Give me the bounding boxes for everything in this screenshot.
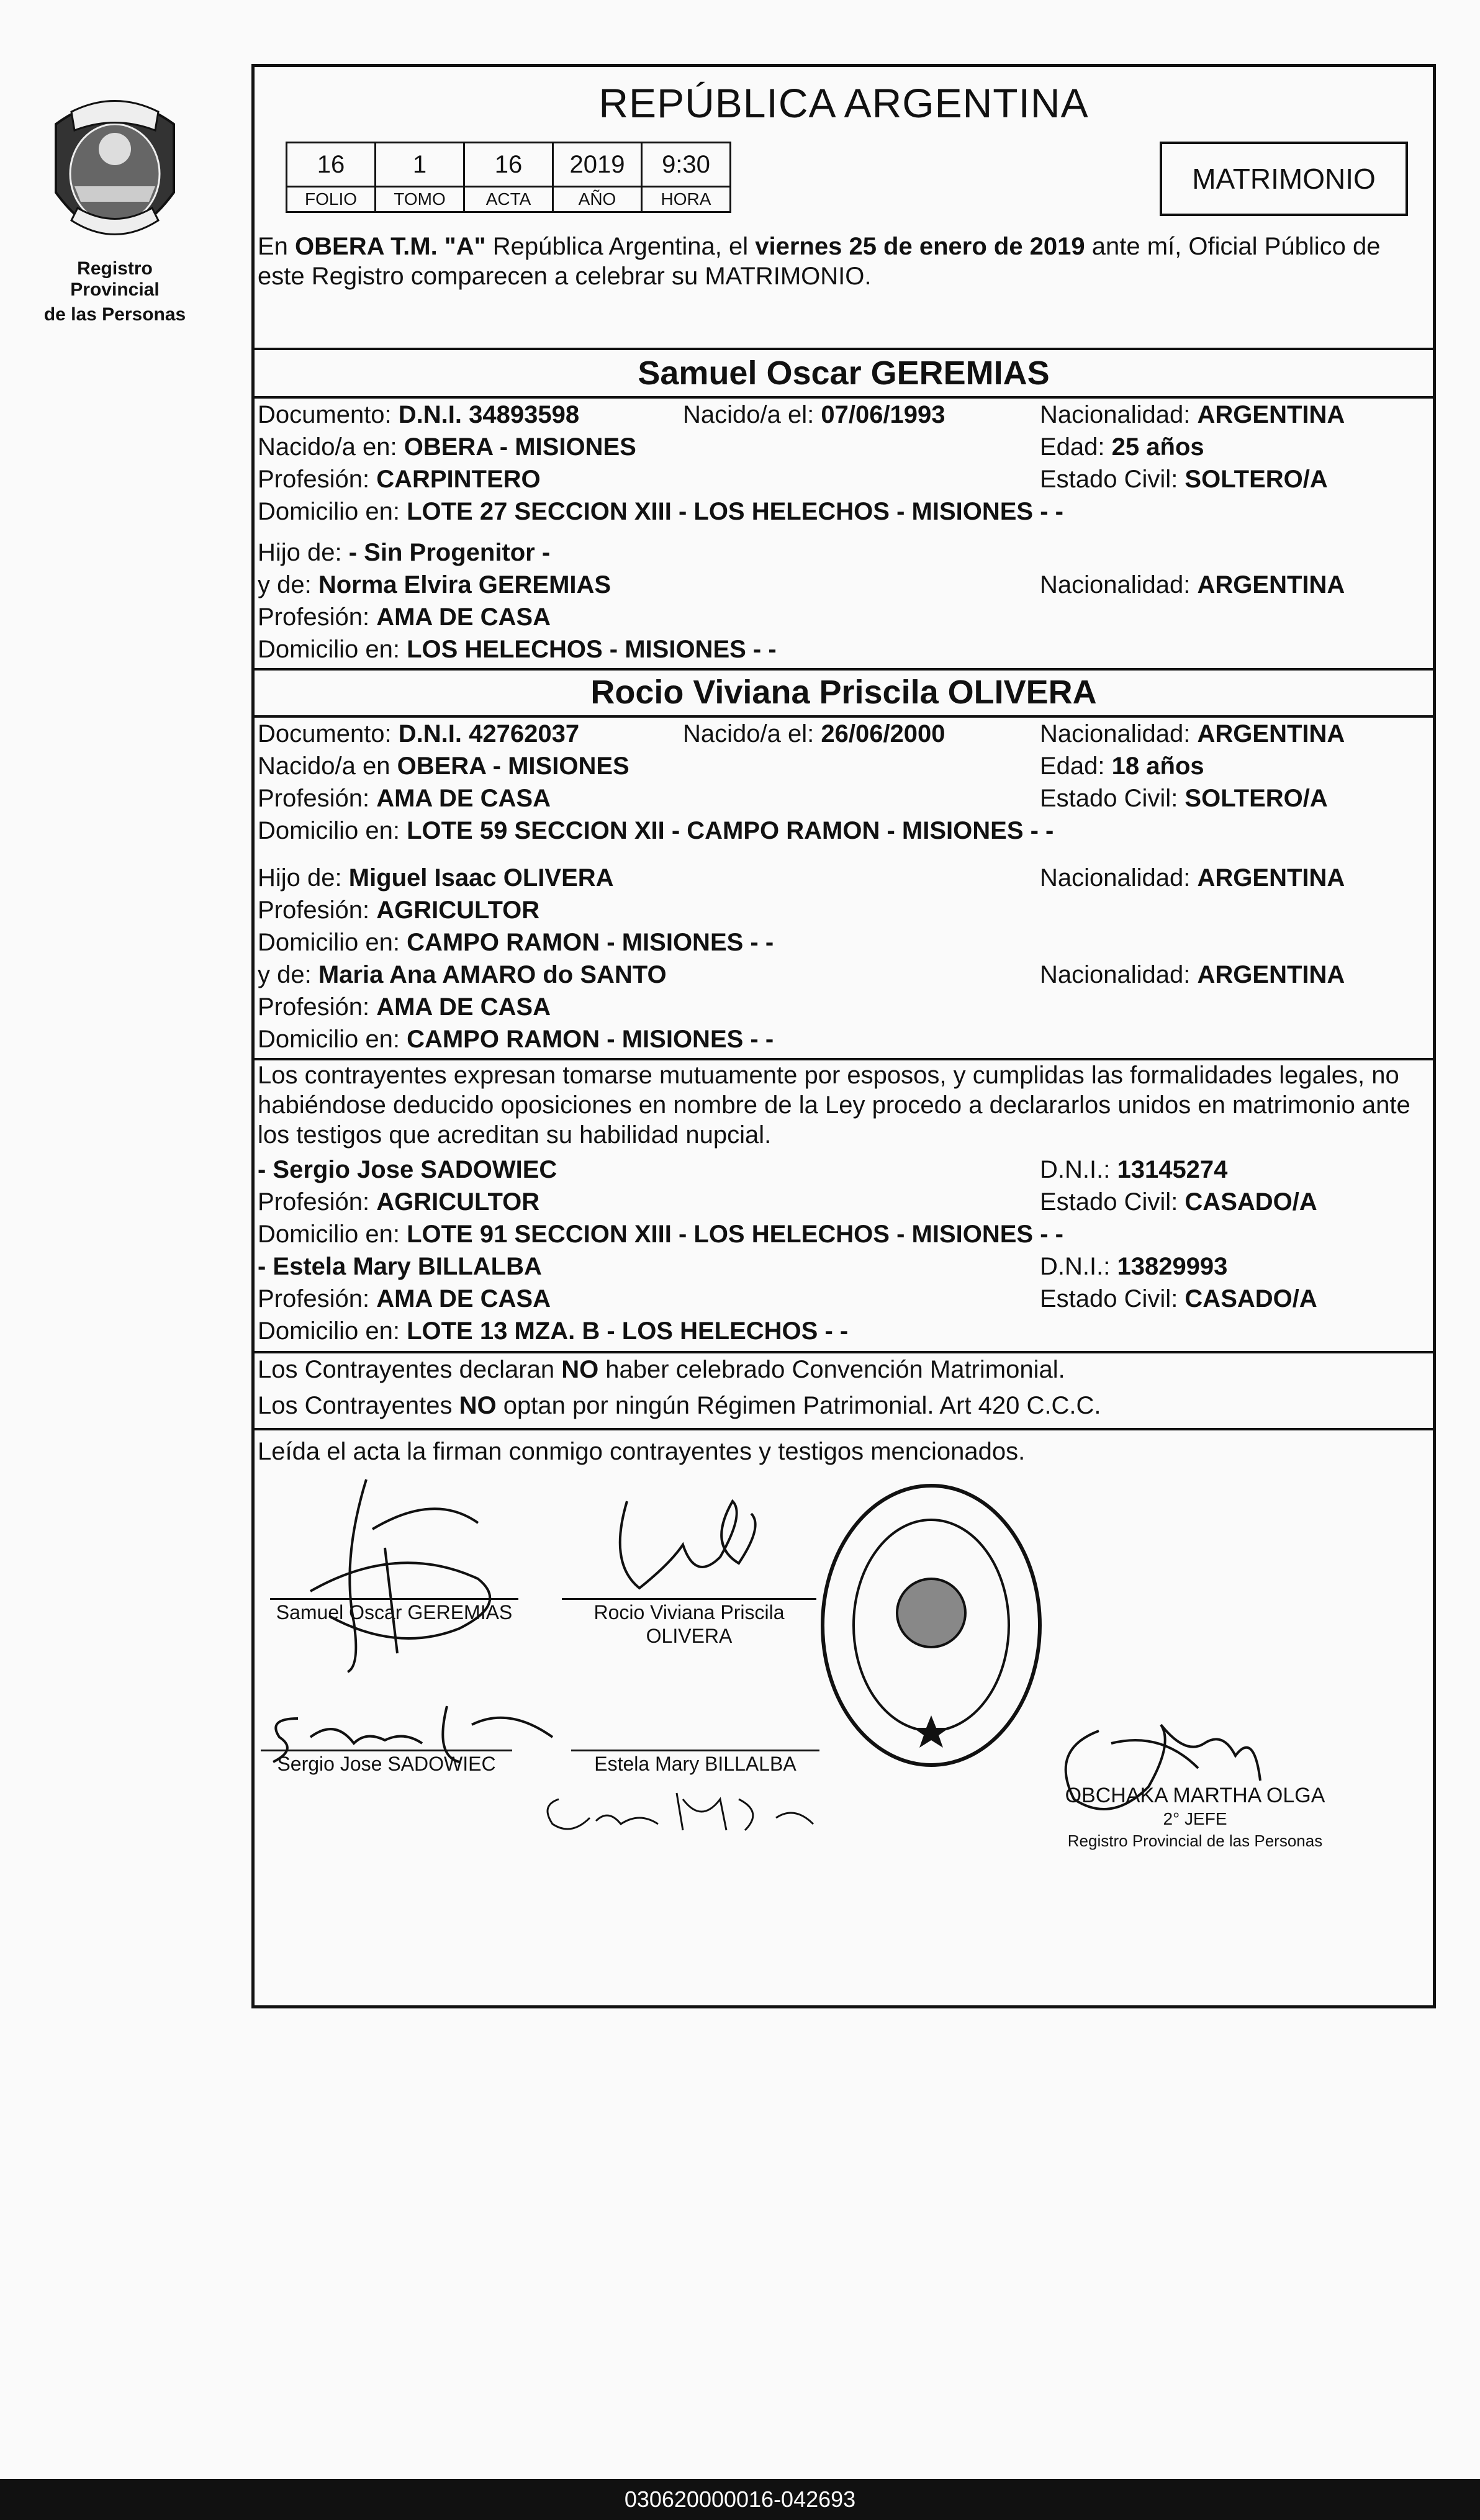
groom-profession: Profesión: CARPINTERO — [258, 466, 541, 493]
bride-father-profession: Profesión: AGRICULTOR — [258, 896, 540, 924]
groom-signature-label: Samuel Oscar GEREMIAS — [276, 1601, 513, 1624]
bride-profession: Profesión: AMA DE CASA — [258, 785, 551, 812]
bride-father: Hijo de: Miguel Isaac OLIVERA — [258, 864, 614, 892]
bride-father-nationality: Nacionalidad: ARGENTINA — [1040, 864, 1345, 892]
groom-birthdate: Nacido/a el: 07/06/1993 — [683, 401, 945, 428]
bride-birthplace: Nacido/a en OBERA - MISIONES — [258, 752, 629, 780]
divider — [255, 668, 1433, 671]
witness1-signature-label: Sergio Jose SADOWIEC — [277, 1753, 496, 1775]
witness2-dni: D.N.I.: 13829993 — [1040, 1253, 1228, 1280]
witness1-name: - Sergio Jose SADOWIEC — [258, 1156, 557, 1183]
groom-mother-address: Domicilio en: LOS HELECHOS - MISIONES - - — [258, 636, 777, 663]
divider — [255, 1428, 1433, 1430]
logo-caption-2: de las Personas — [43, 304, 186, 325]
bride-mother: y de: Maria Ana AMARO do SANTO — [258, 961, 667, 988]
witness1-address: Domicilio en: LOTE 91 SECCION XIII - LOS HELECHOS - MISIONES - - — [258, 1221, 1063, 1248]
bride-civil-status: Estado Civil: SOLTERO/A — [1040, 785, 1328, 812]
groom-document: Documento: D.N.I. 34893598 — [258, 401, 580, 428]
logo-caption-1: Registro Provincial — [70, 258, 160, 300]
act-type-box: MATRIMONIO — [1160, 142, 1408, 216]
tomo-label: TOMO — [376, 187, 464, 212]
witness2-signature-line — [571, 1750, 819, 1751]
witness1-profession: Profesión: AGRICULTOR — [258, 1188, 540, 1216]
bride-address: Domicilio en: LOTE 59 SECCION XII - CAMPO RAMON - MISIONES - - — [258, 817, 1054, 844]
official-organization: Registro Provincial de las Personas — [1067, 1831, 1323, 1850]
bride-name-header: Rocio Viviana Priscila OLIVERA — [590, 674, 1097, 711]
bride-mother-profession: Profesión: AMA DE CASA — [258, 993, 551, 1021]
divider — [255, 348, 1433, 350]
registry-table — [286, 142, 731, 213]
page-title: REPÚBLICA ARGENTINA — [598, 80, 1089, 126]
year-label: AÑO — [553, 187, 642, 212]
divider — [255, 715, 1433, 718]
witness1-dni: D.N.I.: 13145274 — [1040, 1156, 1228, 1183]
bride-father-address: Domicilio en: CAMPO RAMON - MISIONES - - — [258, 929, 774, 956]
declaration-paragraph: Los contrayentes expresan tomarse mutuamente por esposos, y cumplidas las formalidades legales, no habiéndose deducido oposiciones en nombre de la Ley procedo a declararlos unidos en matrimonio ante los testigos que acreditan su habilidad nupcial. — [258, 1062, 1410, 1149]
tomo-value: 1 — [376, 143, 464, 187]
witness1-civil-status: Estado Civil: CASADO/A — [1040, 1188, 1317, 1216]
groom-name-header: Samuel Oscar GEREMIAS — [638, 355, 1050, 392]
groom-mother-nationality: Nacionalidad: ARGENTINA — [1040, 571, 1345, 598]
witness2-signature-icon — [540, 1774, 838, 1849]
intro-paragraph: En OBERA T.M. "A" República Argentina, el viernes 25 de enero de 2019 ante mí, Oficial Público de este Registro comparecen a celebrar su MATRIMONIO. — [258, 233, 1381, 290]
bride-mother-nationality: Nacionalidad: ARGENTINA — [1040, 961, 1345, 988]
witness2-signature-label: Estela Mary BILLALBA — [594, 1753, 796, 1775]
bride-signature-icon — [584, 1489, 782, 1601]
bride-signature-label: Rocio Viviana Priscila OLIVERA — [593, 1601, 785, 1647]
witness1-signature-icon — [261, 1681, 584, 1805]
groom-father: Hijo de: - Sin Progenitor - — [258, 539, 551, 566]
convention-line-1: Los Contrayentes declaran NO haber celebrado Convención Matrimonial. — [258, 1356, 1065, 1383]
bride-document: Documento: D.N.I. 42762037 — [258, 720, 580, 747]
bride-nationality: Nacionalidad: ARGENTINA — [1040, 720, 1345, 747]
divider — [255, 396, 1433, 399]
witness2-civil-status: Estado Civil: CASADO/A — [1040, 1285, 1317, 1312]
official-role: 2° JEFE — [1163, 1809, 1227, 1828]
delegation-stamp-icon — [816, 1479, 1046, 1771]
witness1-signature-line — [261, 1750, 512, 1751]
groom-civil-status: Estado Civil: SOLTERO/A — [1040, 466, 1328, 493]
folio-value: 16 — [287, 143, 376, 187]
witness2-name: - Estela Mary BILLALBA — [258, 1253, 542, 1280]
bride-signature-line — [562, 1598, 816, 1600]
witness2-address: Domicilio en: LOTE 13 MZA. B - LOS HELECHOS - - — [258, 1317, 849, 1345]
groom-address: Domicilio en: LOTE 27 SECCION XIII - LOS HELECHOS - MISIONES - - — [258, 498, 1063, 525]
groom-birthplace: Nacido/a en: OBERA - MISIONES — [258, 433, 636, 461]
groom-nationality: Nacionalidad: ARGENTINA — [1040, 401, 1345, 428]
province-seal-icon — [43, 87, 186, 255]
signatures-intro: Leída el acta la firman conmigo contrayentes y testigos mencionados. — [258, 1438, 1026, 1465]
year-value: 2019 — [553, 143, 642, 187]
groom-mother: y de: Norma Elvira GEREMIAS — [258, 571, 611, 598]
document-barcode-number: 030620000016-042693 — [0, 2479, 1480, 2520]
groom-signature-icon — [273, 1467, 534, 1678]
acta-label: ACTA — [464, 187, 553, 212]
bride-mother-address: Domicilio en: CAMPO RAMON - MISIONES - - — [258, 1026, 774, 1053]
bride-age: Edad: 18 años — [1040, 752, 1204, 780]
registry-logo — [34, 87, 196, 325]
groom-age: Edad: 25 años — [1040, 433, 1204, 461]
convention-line-2: Los Contrayentes NO optan por ningún Régimen Patrimonial. Art 420 C.C.C. — [258, 1392, 1101, 1419]
bride-birthdate: Nacido/a el: 26/06/2000 — [683, 720, 945, 747]
acta-value: 16 — [464, 143, 553, 187]
official-name: OBCHAKA MARTHA OLGA — [1065, 1784, 1325, 1807]
folio-label: FOLIO — [287, 187, 376, 212]
hour-value: 9:30 — [642, 143, 731, 187]
marriage-certificate — [251, 64, 1436, 2008]
divider — [255, 1351, 1433, 1353]
witness2-profession: Profesión: AMA DE CASA — [258, 1285, 551, 1312]
groom-signature-line — [270, 1598, 518, 1600]
groom-mother-profession: Profesión: AMA DE CASA — [258, 603, 551, 631]
hour-label: HORA — [642, 187, 731, 212]
